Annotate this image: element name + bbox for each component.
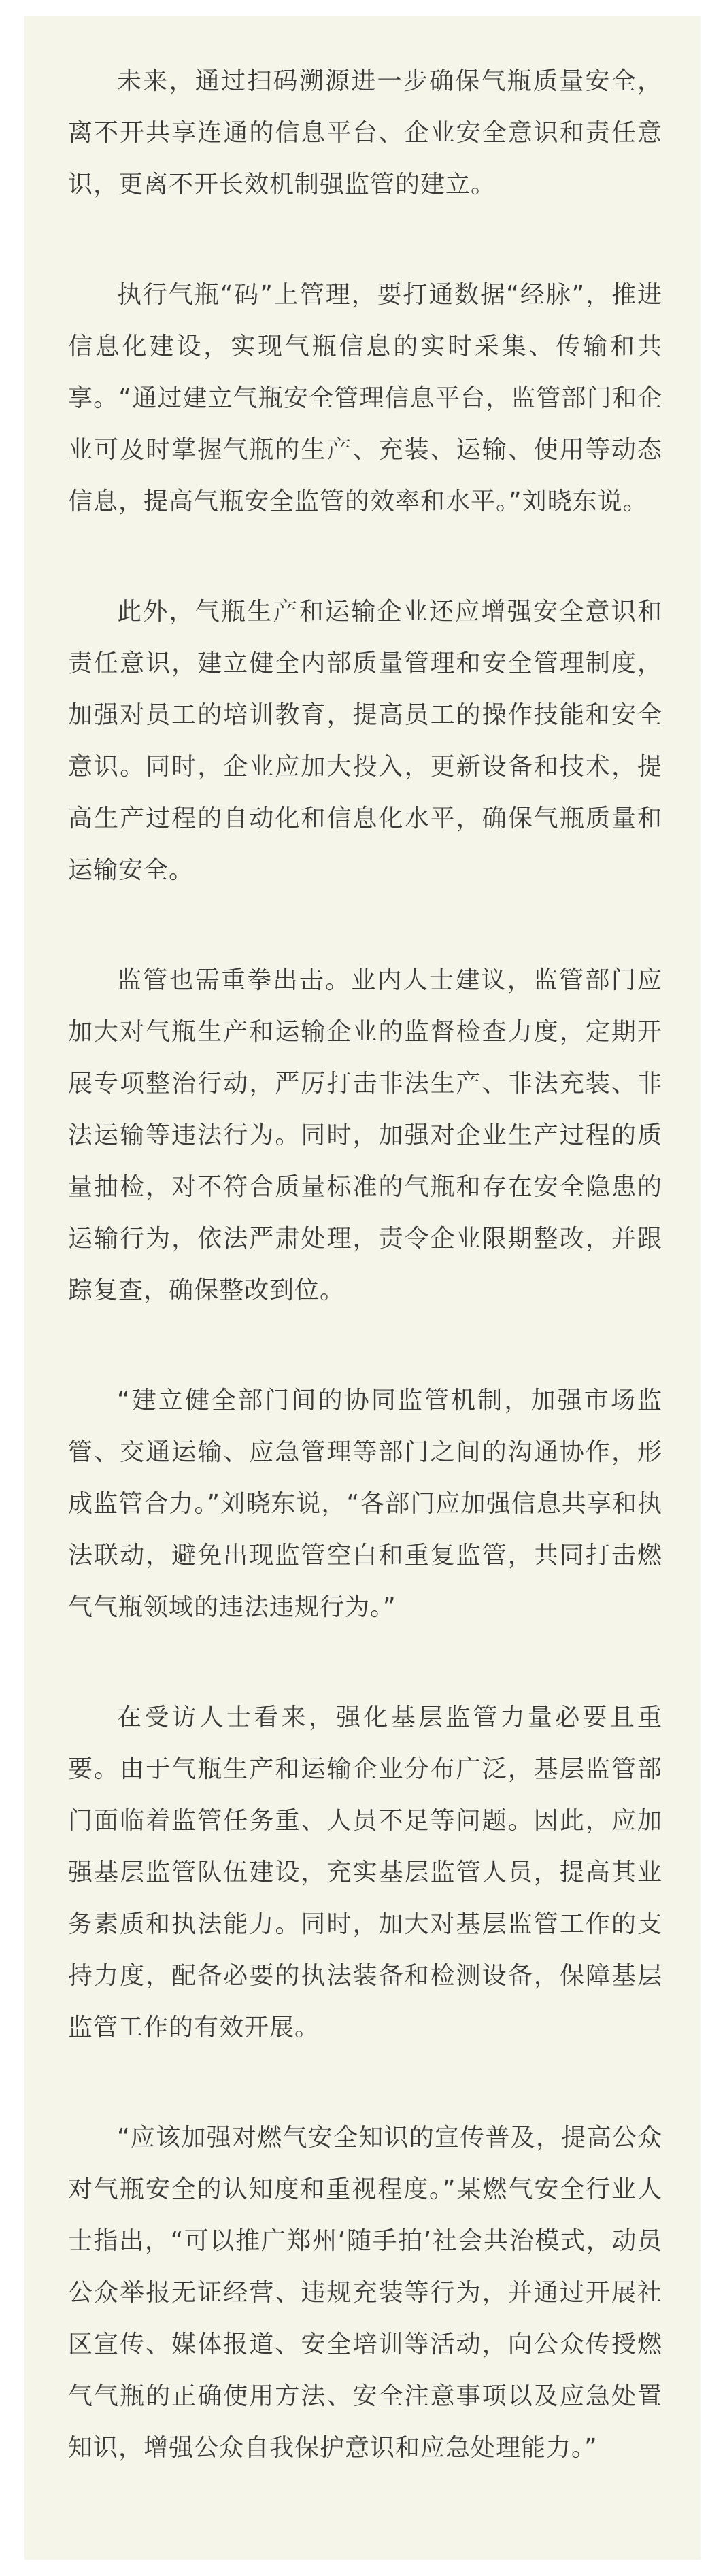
article-paragraph-5: “建立健全部门间的协同监管机制，加强市场监管、交通运输、应急管理等部门之间的沟通协作，形成监管合力。”刘晓东说，“各部门应加强信息共享和执法联动，避免出现监管空白和重复监管，共同打击燃气气瓶领域的违法违规行为。” (68, 1387, 662, 1621)
article-paragraph-6: 在受访人士看来，强化基层监管力量必要且重要。由于气瓶生产和运输企业分布广泛，基层监管部门面临着监管任务重、人员不足等问题。因此，应加强基层监管队伍建设，充实基层监管人员，提高其业务素质和执法能力。同时，加大对基层监管工作的支持力度，配备必要的执法装备和检测设备，保障基层监管工作的有效开展。 (68, 1704, 662, 2041)
article-card (24, 16, 701, 2560)
article-paragraph-7: “应该加强对燃气安全知识的宣传普及，提高公众对气瓶安全的认知度和重视程度。”某燃气安全行业人士指出，“可以推广郑州‘随手拍’社会共治模式，动员公众举报无证经营、违规充装等行为，并通过开展社区宣传、媒体报道、安全培训等活动，向公众传授燃气气瓶的正确使用方法、安全注意事项以及应急处置知识，增强公众自我保护意识和应急处理能力。” (68, 2124, 662, 2462)
article-paragraph-4: 监管也需重拳出击。业内人士建议，监管部门应加大对气瓶生产和运输企业的监督检查力度，定期开展专项整治行动，严厉打击非法生产、非法充装、非法运输等违法行为。同时，加强对企业生产过程的质量抽检，对不符合质量标准的气瓶和存在安全隐患的运输行为，依法严肃处理，责令企业限期整改，并跟踪复查，确保整改到位。 (68, 966, 662, 1304)
article-paragraph-3: 此外，气瓶生产和运输企业还应增强安全意识和责任意识，建立健全内部质量管理和安全管理制度，加强对员工的培训教育，提高员工的操作技能和安全意识。同时，企业应加大投入，更新设备和技术，提高生产过程的自动化和信息化水平，确保气瓶质量和运输安全。 (68, 598, 662, 884)
article-paragraph-1: 未来，通过扫码溯源进一步确保气瓶质量安全，离不开共享连通的信息平台、企业安全意识和责任意识，更离不开长效机制强监管的建立。 (68, 67, 662, 199)
article-paragraph-2: 执行气瓶“码”上管理，要打通数据“经脉”，推进信息化建设，实现气瓶信息的实时采集、传输和共享。“通过建立气瓶安全管理信息平台，监管部门和企业可及时掌握气瓶的生产、充装、运输、使用等动态信息，提高气瓶安全监管的效率和水平。”刘晓东说。 (68, 281, 662, 515)
